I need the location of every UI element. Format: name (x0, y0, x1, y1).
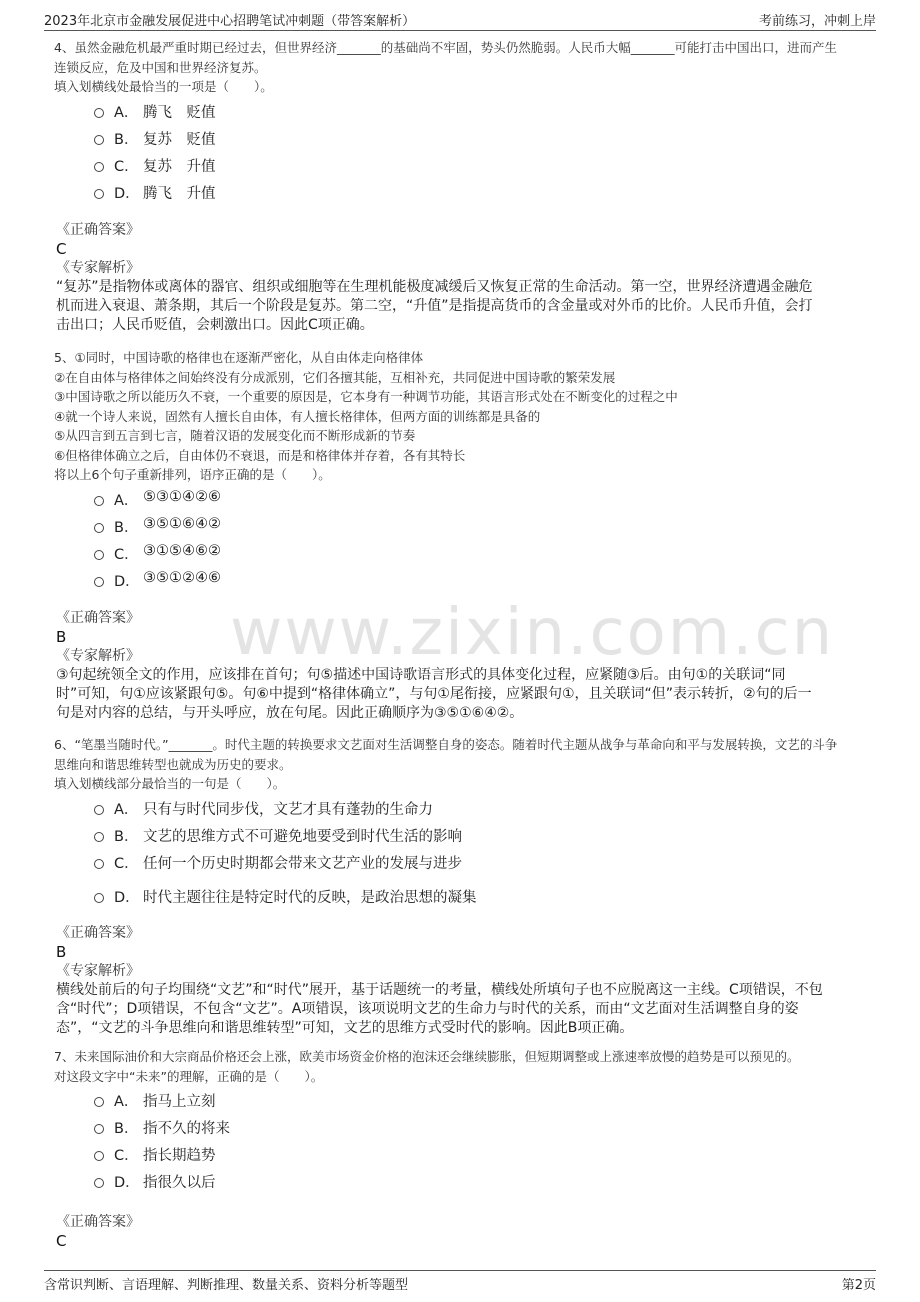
question-prompt: 将以上6个句子重新排列，语序正确的是（ ）。 (54, 467, 331, 482)
explanation-line: 态”，“文艺的斗争思维向和谐思维转型”可知，文艺的思维方式受时代的影响。因此B项正确。 (56, 1020, 634, 1036)
option-letter: D． (114, 573, 140, 590)
option-d[interactable] (94, 884, 876, 911)
option-b[interactable] (94, 514, 876, 541)
option-a[interactable] (94, 796, 876, 823)
explanation-line: 击出口；人民币贬值，会刺激出口。因此C项正确。 (56, 317, 374, 333)
radio-button[interactable] (94, 832, 104, 842)
option-letter: B． (114, 131, 139, 148)
option-text: ③⑤①⑥④② (143, 515, 221, 532)
option-text: ⑤③①④②⑥ (143, 488, 221, 505)
question-stem-line: 6、“笔墨当随时代。”_______。时代主题的转换要求文艺面对生活调整自身的姿态。随着时代主题从战争与革命向和平与发展转换，文艺的斗争 (54, 737, 838, 752)
option-a[interactable] (94, 99, 876, 126)
question-prompt: 填入划横线部分最恰当的一句是（ ）。 (54, 776, 286, 791)
explanation-label: 《专家解析》 (56, 963, 140, 979)
option-d[interactable] (94, 1169, 876, 1196)
radio-button[interactable] (94, 108, 104, 118)
explanation-line: “复苏”是指物体或离体的器官、组织或细胞等在生理机能极度减缓后又恢复正常的生命活动。第一空，世界经济遭遇金融危 (56, 279, 813, 295)
option-letter: D． (114, 1175, 140, 1191)
explanation-line: 句是对内容的总结，与开头呼应，放在句尾。因此正确顺序为③⑤①⑥④②。 (56, 705, 524, 721)
question-7 (54, 1047, 876, 1196)
radio-button[interactable] (94, 523, 104, 533)
option-text: 复苏 贬值 (143, 131, 216, 148)
option-text: ③⑤①②④⑥ (143, 569, 221, 586)
answer-label: 《正确答案》 (56, 925, 140, 941)
option-letter: C． (114, 1148, 139, 1164)
option-c[interactable] (94, 1142, 876, 1169)
answer-value: B (56, 628, 67, 646)
option-c[interactable] (94, 541, 876, 568)
answer-block-4 (56, 221, 876, 335)
question-stem-line: ②在自由体与格律体之间始终没有分成派别，它们各擅其能，互相补充，共同促进中国诗歌的繁荣发展 (54, 369, 616, 385)
answer-block-7 (56, 1213, 876, 1251)
option-letter: B． (114, 1121, 139, 1137)
option-text: ③①⑤④⑥② (143, 542, 221, 559)
option-b[interactable] (94, 1115, 876, 1142)
question-stem-line: 4、虽然金融危机最严重时期已经过去，但世界经济_______的基础尚不牢固，势头仍然脆弱。人民币大幅_______可能打击中国出口，进而产生 (54, 40, 837, 55)
explanation-line: ③句起统领全文的作用，应该排在首句；句⑤描述中国诗歌语言形式的具体变化过程，应紧随③后。由句①的关联词“同 (56, 667, 786, 683)
page-number: 第2页 (841, 1278, 876, 1293)
page-footer (44, 1270, 876, 1293)
option-text: 复苏 升值 (143, 158, 216, 175)
option-text: 文艺的思维方式不可避免地要受到时代生活的影响 (143, 828, 462, 845)
question-stem-line: ⑤从四言到五言到七言，随着汉语的发展变化而不断形成新的节奏 (54, 428, 416, 443)
explanation-line: 时”可知，句①应该紧跟句⑤。句⑥中提到“格律体确立”，与句①尾衔接，应紧跟句①，且关联词“但”表示转折，②句的后一 (56, 686, 812, 702)
answer-label: 《正确答案》 (56, 1214, 140, 1230)
option-c[interactable] (94, 153, 876, 180)
answer-block-5 (56, 609, 876, 723)
radio-button[interactable] (94, 805, 104, 815)
question-stem-line: 连锁反应，危及中国和世界经济复苏。 (54, 59, 267, 75)
option-letter: D． (114, 185, 140, 202)
option-letter: B． (114, 519, 139, 536)
option-letter: C． (114, 158, 139, 175)
answer-value: C (56, 240, 67, 258)
option-letter: D． (114, 889, 140, 906)
page-header (44, 8, 876, 31)
answer-value: C (56, 1232, 67, 1250)
option-d[interactable] (94, 180, 876, 207)
option-letter: A． (114, 104, 139, 121)
question-stem-line: 7、未来国际油价和大宗商品价格还会上涨，欧美市场资金价格的泡沫还会继续膨胀，但短期调整或上涨速率放慢的趋势是可以预见的。 (54, 1049, 800, 1064)
answer-block-6 (56, 924, 876, 1038)
explanation-line: 横线处前后的句子均围绕“文艺”和“时代”展开，基于话题统一的考量，横线处所填句子也不应脱离这一主线。C项错误，不包 (56, 982, 823, 998)
option-text: 时代主题往往是特定时代的反映，是政治思想的凝集 (143, 889, 477, 906)
option-letter: B． (114, 828, 139, 845)
option-text: 腾飞 贬值 (143, 104, 216, 121)
question-stem-line: 5、①同时，中国诗歌的格律也在逐渐严密化，从自由体走向格律体 (54, 350, 424, 365)
question-stem-line: ③中国诗歌之所以能历久不衰，一个重要的原因是，它本身有一种调节功能，其语言形式处在不断变化的过程之中 (54, 389, 678, 404)
option-b[interactable] (94, 823, 876, 850)
option-text: 腾飞 升值 (143, 185, 216, 202)
explanation-label: 《专家解析》 (56, 260, 140, 276)
question-stem-line: 思维向和谐思维转型也就成为历史的要求。 (54, 756, 292, 772)
option-text: 任何一个历史时期都会带来文艺产业的发展与进步 (143, 855, 462, 872)
option-letter: A． (114, 801, 139, 818)
answer-label: 《正确答案》 (56, 222, 140, 238)
radio-button[interactable] (94, 162, 104, 172)
explanation-line: 机而进入衰退、萧条期，其后一个阶段是复苏。第二空，“升值”是指提高货币的含金量或对外币的比价。人民币升值，会打 (56, 298, 813, 314)
radio-button[interactable] (94, 1097, 104, 1107)
option-text: 指马上立刻 (143, 1094, 216, 1110)
question-prompt: 填入划横线处最恰当的一项是（ ）。 (54, 79, 273, 94)
question-prompt: 对这段文字中“未来”的理解，正确的是（ ）。 (54, 1068, 324, 1084)
question-stem-line: ④就一个诗人来说，固然有人擅长自由体，有人擅长格律体，但两方面的训练都是具备的 (54, 408, 541, 424)
radio-button[interactable] (94, 135, 104, 145)
question-4 (54, 38, 876, 207)
question-stem-line: ⑥但格律体确立之后，自由体仍不衰退，而是和格律体并存着，各有其特长 (54, 447, 466, 463)
radio-button[interactable] (94, 1151, 104, 1161)
question-6 (54, 735, 876, 911)
option-text: 指很久以后 (143, 1175, 216, 1191)
option-b[interactable] (94, 126, 876, 153)
option-letter: A． (114, 1094, 139, 1110)
header-slogan: 考前练习，冲刺上岸 (758, 14, 876, 29)
option-c[interactable] (94, 850, 876, 884)
radio-button[interactable] (94, 1178, 104, 1188)
explanation-line: 含“时代”；D项错误，不包含“文艺”。A项错误，该项说明文艺的生命力与时代的关系，而由“文艺面对生活调整自身的姿 (56, 1001, 799, 1017)
question-5 (54, 348, 876, 595)
radio-button[interactable] (94, 1124, 104, 1134)
watermark: www.zixin.com.cn (230, 596, 835, 670)
radio-button[interactable] (94, 893, 104, 903)
option-d[interactable] (94, 568, 876, 595)
radio-button[interactable] (94, 859, 104, 869)
option-a[interactable] (94, 1088, 876, 1115)
answer-value: B (56, 943, 67, 961)
radio-button[interactable] (94, 577, 104, 587)
option-letter: A． (114, 492, 139, 509)
radio-button[interactable] (94, 496, 104, 506)
document-title: 2023年北京市金融发展促进中心招聘笔试冲刺题（带答案解析） (44, 14, 416, 29)
option-letter: C． (114, 546, 139, 563)
option-text: 只有与时代同步伐，文艺才具有蓬勃的生命力 (143, 801, 433, 818)
option-text: 指长期趋势 (143, 1148, 216, 1164)
radio-button[interactable] (94, 550, 104, 560)
option-letter: C． (114, 855, 139, 872)
option-text: 指不久的将来 (143, 1121, 230, 1137)
radio-button[interactable] (94, 189, 104, 199)
explanation-label: 《专家解析》 (56, 648, 140, 664)
option-a[interactable] (94, 487, 876, 514)
footer-text: 含常识判断、言语理解、判断推理、数量关系、资料分析等题型 (44, 1278, 409, 1293)
answer-label: 《正确答案》 (56, 610, 140, 626)
